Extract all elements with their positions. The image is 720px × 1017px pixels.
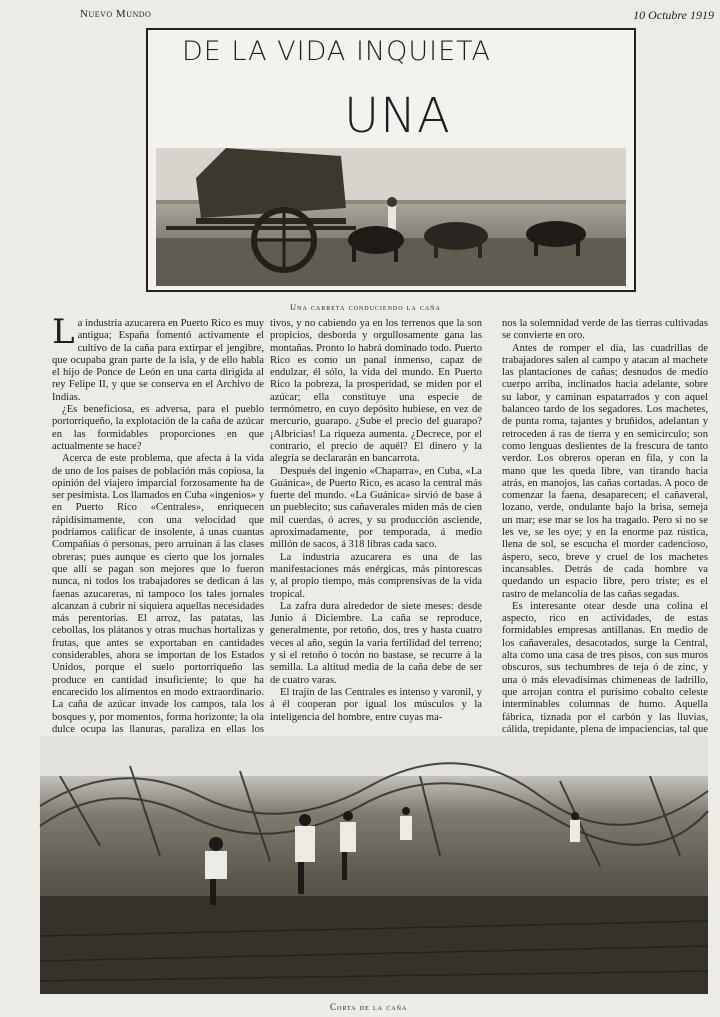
text-column-2 [270,318,482,723]
paragraph: nos la solemnidad verde de las tierras cultivadas se convierte en oro. [502,318,708,342]
paragraph: Antes de romper el día, las cuadrillas de trabajadores salen al campo y atacan al machete las plantaciones de cañas; desnudos de medio cuerpo arriba, inclinados hacia adelante, sobre su labor, y caminan espatarrados y con aquel balanceo tardo de los segadores. Los machetes, de punta roma, tajantes y bruñidos, adelantan y retroceden á ras de tierra y en semicírculo; son como lenguas deslientes de la frescura de tanto verdor. Los obreros operan en fila, y con la mano que les queda libre, van tirando hacia atrás, en manojos, las cañas cortadas. A poco de comenzar la faena, desaparecen; el cañaveral, lozano, verde, ondulante bajo la brisa, semeja un mar; ese mar se los ha tragado. Pero si no se les ve, se les oye; y en la enorme paz rústica, llena de sol, se escucha el morder cadencioso, áspero, seco, breve y cruel de los machetes incansables. Detrás de cada hombre va quedando un espacio libre, pero triste; es el rastro de melancolía de las cañas segadas. [502,342,708,600]
ox-cart-photo [156,148,626,286]
paragraph: Después del ingenio «Chaparra», en Cuba, «La Guánica», de Puerto Rico, es acaso la central más fuerte del mundo. «La Guánica» sirvió de base á un pueblecito; sus cañaverales miden más de cien mil cuerdas, ó acres, y su producción asciende, aproximadamente, por temporada, á medio millón de sacos, á 318 libras cada saco. [270,465,482,551]
paragraph: La zafra dura alrededor de siete meses: desde Junio á Diciembre. La caña se reproduce, generalmente, por retoño, dos, tres y hasta cuatro veces al año, según la varia fertilidad del terreno; y si el retoño ó tocón no bastase, se recurre á la semilla. La altitud media de la caña debe de ser de cuatro varas. [270,600,482,686]
issue-date: 10 Octubre 1919 [633,8,714,22]
bottom-photo-caption: Corta de la caña [330,1002,408,1012]
article-kicker: DE LA VIDA INQUIETA [182,36,492,67]
paragraph: La industria azucarera es una de las manifestaciones más enérgicas, más pintorescas y, al propio tiempo, más comprensivas de la vida tropical. [270,551,482,600]
paragraph: La industria azucarera en Puerto Rico es muy antigua; España fomentó activamente el cultivo de la caña para extirpar el jengibre, que ocupaba gran parte de la isla, y de ello habla el hijo de Ponce de León en una carta dirigida al rey Felipe II, y que se conserva en el Archivo de Indias. [52,312,264,403]
title-frame [146,28,636,292]
drop-cap: L [52,312,75,352]
paragraph: ¿Es beneficiosa, es adversa, para el pueblo portorriqueño, la explotación de la caña de azúcar en las formidables proporciones en que actualmente se hace? [52,404,264,452]
top-photo-caption: Una carreta conduciendo la caña [290,302,441,312]
paragraph: Acerca de este problema, que afecta á la vida de uno de los países de población más copiosa, la opinión del viajero imparcial forzosamente ha de ser pesimista. Los llamados en Cuba «ingenios» y en Puerto Rico «Centrales», enriquecen rápidísimamente, con una velocidad que podríamos calificar de insolente, á unas cuantas Compañías ó personas, pero arruinan á las clases obreras; pues aunque es cierto que los jornales que allí se pagan son mejores que lo fueron nunca, ni todos los trabajadores se dedican á las faenas azucareras, ni tampoco los tales jornales alcanzan á cubrir ni siquiera aquellas necesidades más perentorias. El arroz, las patatas, las cebollas, los plátanos y otras muchas hortalizas y frutas, que antes se exportaban en cantidades considerables, ahora se importan de los Estados Unidos, porque el suelo portorriqueño las produce en cantidad insuficiente; lo que ha encarecido los alimentos en modo extraordinario. La caña de azúcar invade los campos, tala los bosques y, por momentos, forma horizonte; la ola dulce ocupa las llanuras, paraliza en ellas los [52,453,264,735]
cane-cutting-photo [40,736,708,994]
text-column-3 [502,318,708,735]
text-column-1 [52,312,264,735]
paragraph: tivos, y no cabiendo ya en los terrenos que la son propicios, desborda y orgullosamente gana las montañas. Pronto lo habrá dominado todo. Puerto Rico es como un panal inmenso, capaz de endulzar, él sólo, la vida del mundo. En Puerto Rico la pobreza, la prosperidad, se miden por el azúcar; ella constituye una especie de termómetro, en cuyo depósito hubiese, en vez de mercurio, guarapo. ¿Sube el precio del guarapo? ¡Albricias! La riqueza aumenta. ¿Decrece, por el contrario, el precio de aquél? El dinero y la alegría se declararán en bancarrota. [270,318,482,465]
masthead: Nuevo Mundo [80,8,152,20]
paragraph: El trajín de las Centrales es intenso y varonil, y á él cooperan por igual los músculos y la inteligencia del hombre, entre cuyas ma- [270,686,482,723]
paragraph: Es interesante otear desde una colina el aspecto, rico en actividades, de estas formidables empresas antillanas. En medio de los cañaverales, desacotados, surge la Central, alta como una casa de tres pisos, con sus muros obscuros, sus techumbres de teja ó de zinc, y una ó más elevadísimas chimeneas de ladrillo, que arrojan contra el purísimo cobalto celeste interminables columnas de humo. Aquella fábrica, tiznada por el carbón y las lluvias, cálida, trepidante, plena de impaciencias, tal que [502,600,708,735]
article-headline: UNA [344,88,451,144]
